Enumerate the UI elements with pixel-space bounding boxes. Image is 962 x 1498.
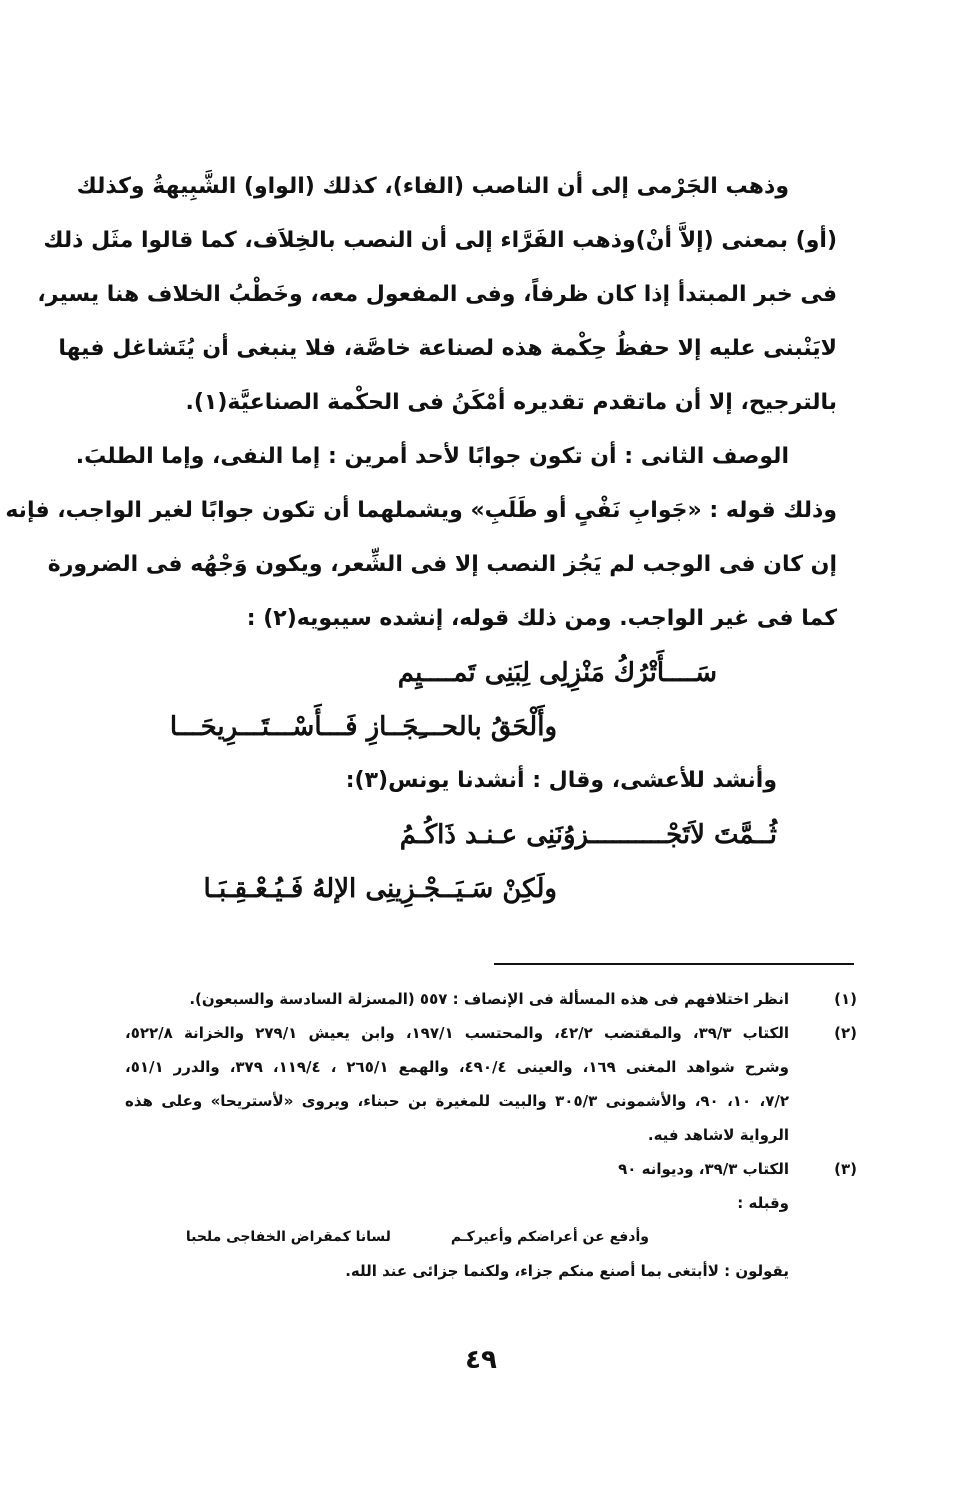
verse-hemistich: وأَلْحَقُ بالحـــِجَــازِ فَـــأَسْـــتَـــرِيحَـــا — [169, 712, 557, 742]
footnote-3 — [125, 1152, 857, 1186]
paragraph-1 — [37, 160, 837, 430]
footnote-body — [125, 1152, 789, 1186]
footnote-verse-hemistich: وأدفع عن أعراضكم وأعيركـم — [450, 1229, 649, 1245]
footnote-line: الكتاب ٣٩/٣، وديوانه ٩٠ — [618, 1160, 789, 1178]
text-line: كما فى غير الواجب. ومن ذلك قوله، إنشده سيبويه(٢) : — [246, 606, 837, 631]
footnote-body — [125, 1016, 789, 1152]
footnote-line: وشرح شواهد المغنى ١٦٩، والعينى ٤٩٠/٤، والهمع ٢٦٥/١ ، ١١٩/٤، ٣٧٩، والدرر ٥١/١، — [125, 1058, 789, 1076]
footnote-extra — [125, 1186, 857, 1288]
text-line: (أو) بمعنى (إلاَّ أنْ)وذهب الفَرَّاء إلى أن النصب بالخِلاَف، كما قالوا مثَل ذلك — [43, 228, 837, 253]
footnote-line: ٧/٢، ١٠، ٩٠، والأشمونى ٣٠٥/٣ والبيت للمغيرة بن حبناء، ويروى «لأستريحا» وعلى هذه — [125, 1092, 789, 1110]
main-text — [5, 160, 837, 916]
footnote-number: (٢) — [834, 1024, 857, 1042]
footnote-number: (٣) — [834, 1160, 857, 1178]
text-line: فى خبر المبتدأ إذا كان ظرفاً، وفى المفعول معه، وخَطْبُ الخلاف هنا يسير، — [37, 282, 837, 307]
footnote-line: وقبله : — [737, 1194, 789, 1212]
footnote-line: الرواية لاشاهد فيه. — [647, 1126, 789, 1144]
text-line: وأنشد للأعشى، وقال : أنشدنا يونس(٣): — [345, 768, 777, 793]
footnote-line: الكتاب ٣٩/٣، والمقتضب ٤٢/٢، والمحتسب ١٩٧/١، وابن يعيش ٢٧٩/١ والخزانة ٥٢٢/٨، — [125, 1024, 789, 1042]
footnote-number: (١) — [834, 990, 857, 1008]
footnote-2 — [125, 1016, 857, 1152]
verse-hemistich: ثُــمَّتَ لاَتَجْــــــــــزوُنَنِى عـنـد ذَاكُـمُ — [399, 820, 777, 850]
text-line: لايَنْبنى عليه إلا حفظُ حِكْمة هذه لصناعة خاصَّة، فلا ينبغى أن يُتَشاغل فيها — [58, 336, 837, 361]
footnote-body — [125, 982, 789, 1016]
footnote-verse — [125, 1220, 789, 1254]
footnote-line: يقولون : لاأبتغى بما أصنع منكم جزاء، ولكنما جزائى عند الله. — [345, 1262, 789, 1280]
paragraph-2 — [5, 430, 837, 646]
text-line: الوصف الثانى : أن تكون جوابًا لأحد أمرين : إما النفى، وإما الطلبَ. — [75, 444, 789, 469]
text-line: وذهب الجَرْمى إلى أن الناصب (الفاء)، كذلك (الواو) الشَّبِيهةُ وكذلك — [76, 174, 789, 199]
footnote-verse-hemistich: لسانا كمقراض الخفاجى ملحبا — [185, 1229, 391, 1245]
text-line: إن كان فى الوجب لم يَجُز النصب إلا فى الشِّعر، ويكون وَجْهُه فى الضرورة — [47, 552, 837, 577]
verse-hemistich: ولَكِنْ سَـيَــجْـزِينِى الإلهُ فَـيُـعْـقِـبَـا — [203, 874, 557, 904]
verse-hemistich: سَــــأَتْرُكُ مَنْزِلِى لِبَنِى تَمــــيِم — [397, 658, 717, 688]
footnotes — [125, 982, 857, 1288]
text-line: بالترجيح، إلا أن ماتقدم تقديره أمْكَنُ فى الحكْمة الصناعيَّة(١). — [185, 390, 837, 415]
footnote-1 — [125, 982, 857, 1016]
footnote-divider — [494, 963, 854, 965]
text-line: وذلك قوله : «جَوابِ نَفْىٍ أو طَلَبِ» ويشملهما أن تكون جوابًا لغير الواجب، فإنه — [5, 498, 837, 523]
page-number: ٤٩ — [465, 1345, 497, 1375]
footnote-line: انظر اختلافهم فى هذه المسألة فى الإنصاف : ٥٥٧ (المسزلة السادسة والسبعون). — [189, 990, 789, 1008]
